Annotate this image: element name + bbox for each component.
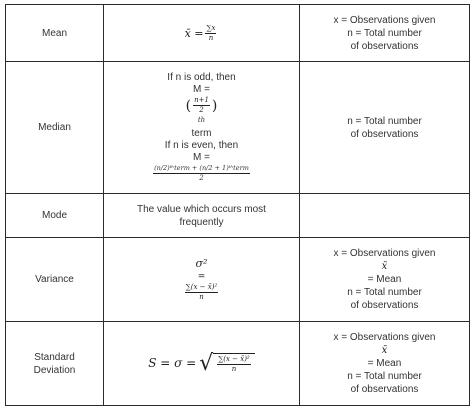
note-line: n = Total number bbox=[347, 27, 422, 39]
mode-line: The value which occurs most bbox=[137, 203, 266, 215]
table-row-standard-deviation bbox=[6, 322, 470, 406]
note-line: of observations bbox=[350, 384, 419, 395]
note-line: x = Observations given bbox=[333, 248, 436, 259]
mean-numerator: ∑x bbox=[206, 23, 216, 32]
table-row-variance bbox=[6, 238, 470, 322]
median-even-case: If n is even, then bbox=[164, 140, 239, 151]
median-odd-fraction bbox=[193, 96, 210, 115]
note-line: n = Total number bbox=[347, 115, 422, 127]
mean-denominator: n bbox=[208, 33, 214, 42]
variance-numerator: ∑(x − x̄)² bbox=[185, 283, 218, 291]
formula-median: If n is odd, then M = ( $\frac{n+1}{2}$ ) th term If n is even, then M = $\frac{\text{(n/2)ᵗʰterm + (n/2 + 1)ᵗʰterm}}{2}$ bbox=[104, 62, 300, 194]
notes-median bbox=[300, 62, 470, 194]
notes-variance bbox=[300, 238, 470, 322]
mode-line: frequently bbox=[179, 216, 224, 228]
note-line: of observations bbox=[350, 300, 419, 311]
std-dev-fraction bbox=[217, 355, 250, 374]
median-odd-case: If n is odd, then bbox=[167, 72, 236, 83]
note-line: of observations bbox=[350, 128, 419, 140]
median-odd-lhs: M = bbox=[193, 84, 210, 95]
note-line: x̄ bbox=[381, 261, 388, 272]
formula-standard-deviation bbox=[104, 322, 300, 406]
std-dev-denominator: n bbox=[231, 365, 237, 373]
table-row-mean bbox=[6, 5, 470, 62]
median-even-lhs: M = bbox=[193, 152, 210, 163]
note-line: n = Total number bbox=[347, 287, 422, 298]
formula-mode bbox=[104, 194, 300, 238]
formula-mean bbox=[104, 5, 300, 62]
mean-fraction bbox=[205, 24, 216, 43]
row-name-variance: Variance bbox=[6, 238, 104, 322]
note-line: = Mean bbox=[367, 274, 402, 285]
note-line: = Mean bbox=[367, 358, 402, 369]
median-odd-term: term bbox=[191, 128, 212, 139]
table-row-median bbox=[6, 62, 470, 194]
note-line: x = Observations given bbox=[333, 332, 436, 343]
notes-mode bbox=[300, 194, 470, 238]
formula-table-frame bbox=[5, 4, 469, 406]
median-odd-superscript: th bbox=[197, 116, 206, 124]
variance-fraction bbox=[185, 283, 218, 302]
median-odd-denominator: 2 bbox=[199, 106, 204, 114]
std-dev-lhs: S = σ = bbox=[148, 356, 197, 370]
mean-lhs: x̄ = bbox=[184, 26, 204, 40]
square-root-sign: √ $\frac{\text{∑(x − x̄)²}}{n}$ bbox=[199, 353, 255, 375]
row-name-line: Deviation bbox=[33, 364, 76, 376]
variance-sigma: σ² bbox=[195, 257, 208, 270]
row-name-mean: Mean bbox=[6, 5, 104, 62]
std-dev-numerator: ∑(x − x̄)² bbox=[218, 355, 250, 363]
median-even-numerator: (n/2)ᵗʰterm + (n/2 + 1)ᵗʰterm bbox=[154, 164, 249, 172]
statistics-formula-table bbox=[5, 4, 470, 406]
note-line: x̄ bbox=[381, 345, 388, 356]
median-even-fraction bbox=[153, 164, 250, 183]
table-row-mode bbox=[6, 194, 470, 238]
note-line: of observations bbox=[350, 40, 419, 52]
row-name-median: Median bbox=[6, 62, 104, 194]
notes-standard-deviation bbox=[300, 322, 470, 406]
note-line: n = Total number bbox=[347, 371, 422, 382]
row-name-standard-deviation bbox=[6, 322, 104, 406]
formula-variance bbox=[104, 238, 300, 322]
row-name-line: Standard bbox=[34, 351, 75, 363]
median-odd-numerator: n+1 bbox=[194, 96, 209, 104]
median-even-denominator: 2 bbox=[199, 174, 204, 182]
notes-mean bbox=[300, 5, 470, 62]
note-line: x = Observations given bbox=[333, 14, 436, 26]
row-name-mode: Mode bbox=[6, 194, 104, 238]
variance-denominator: n bbox=[199, 293, 204, 301]
variance-equals: = bbox=[197, 272, 206, 282]
